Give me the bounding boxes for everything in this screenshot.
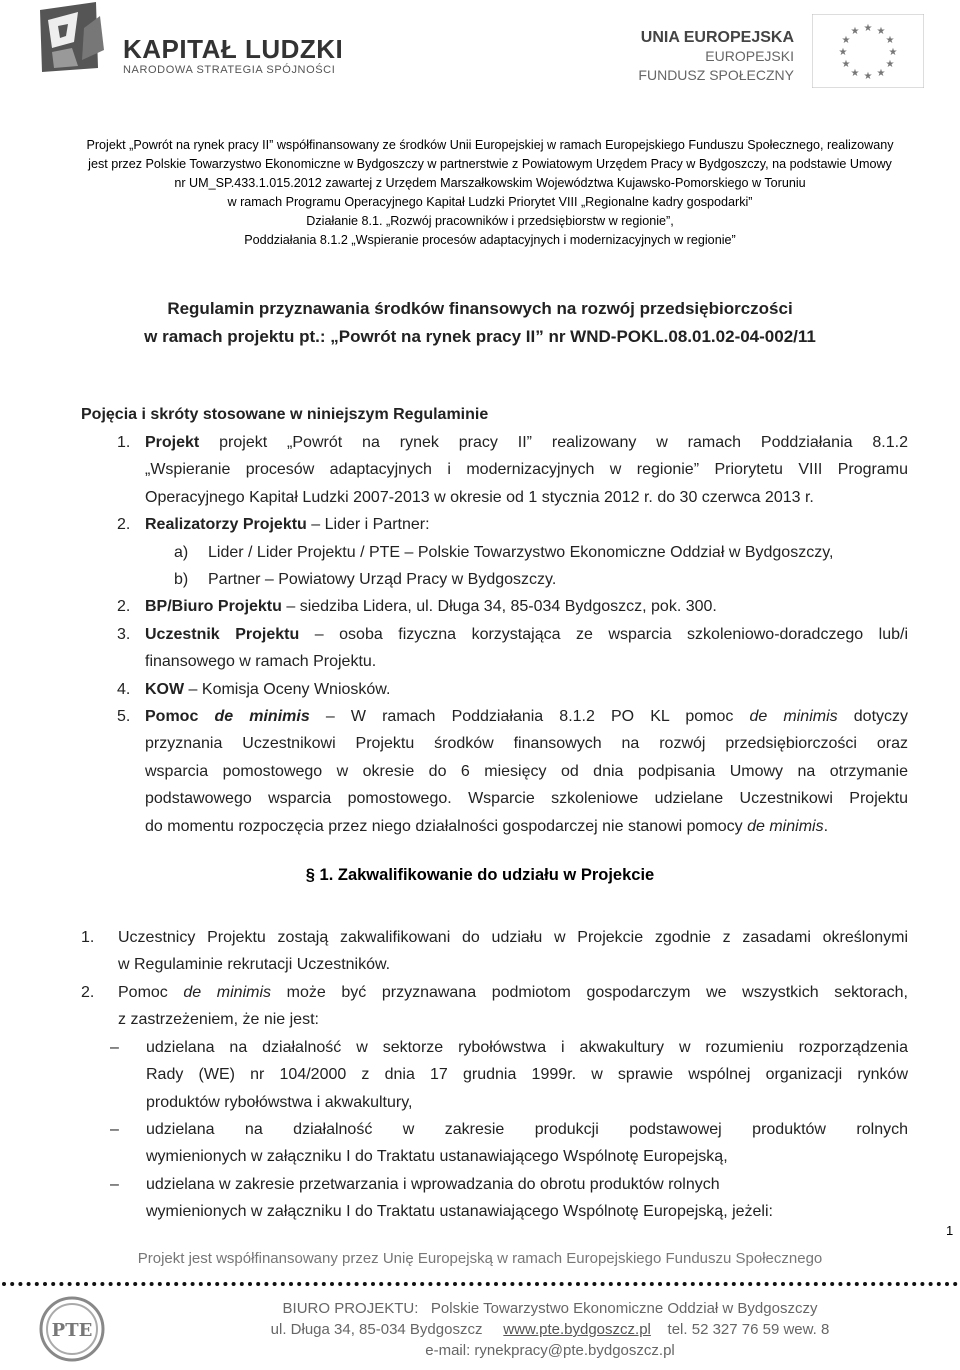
separator-dot [338,1282,342,1286]
separator-dot [642,1282,646,1286]
separator-dot [428,1282,432,1286]
separator-dot [781,1282,785,1286]
bullet1-line3: produktów rybołówstwa i akwakultury, [146,1094,413,1111]
separator-dot [592,1282,596,1286]
separator-dot [617,1282,621,1286]
def2-a-label: a) [174,544,189,561]
separator-dot [125,1282,129,1286]
dotted-separator [0,1280,960,1288]
document-title [0,295,960,351]
def2-line [145,511,430,538]
separator-dot [27,1282,31,1286]
separator-dot [920,1282,924,1286]
s1p2-line2: z zastrzeżeniem, że nie jest: [118,1011,319,1028]
def5-number: 5. [117,708,131,725]
separator-dot [445,1282,449,1286]
svg-text:★: ★ [841,59,851,70]
biuro-label: BIURO PROJEKTU: [282,1300,419,1317]
separator-dot [379,1282,383,1286]
bullet3-line2: wymienionych w załączniku I do Traktatu ustanawiającego Wspólnotę Europejską, jeżeli: [146,1203,773,1220]
def1-line2: „Wspieranie procesów adaptacyjnych i modernizacyjnych w regionie” Priorytetu VIII Programu [145,461,908,478]
separator-dot [141,1282,145,1286]
separator-dot [650,1282,654,1286]
svg-text:★: ★ [838,47,848,58]
s1p1-number: 1. [81,929,95,946]
def5-text5c: . [823,818,829,835]
separator-dot [109,1282,113,1286]
separator-dot [158,1282,162,1286]
separator-dot [953,1282,957,1286]
separator-dot [207,1282,211,1286]
bullet3-line1: udzielana w zakresie przetwarzania i wprowadzania do obrotu produktów rolnych [146,1176,720,1193]
separator-dot [830,1282,834,1286]
separator-dot [879,1282,883,1286]
separator-dot [740,1282,744,1286]
svg-text:★: ★ [888,47,898,58]
separator-dot [174,1282,178,1286]
def5-text5a: do momentu rozpoczęcia przez niego działalności gospodarczej nie stanowi pomocy [145,818,748,835]
separator-dot [76,1282,80,1286]
separator-dot [748,1282,752,1286]
separator-dot [150,1282,154,1286]
def5-text1b: de minimis [749,708,838,725]
def5-term-a: Pomoc [145,708,215,725]
separator-dot [478,1282,482,1286]
separator-dot [494,1282,498,1286]
separator-dot [871,1282,875,1286]
def2b-line [145,593,717,620]
eu-fund-text [638,28,794,85]
separator-dot [896,1282,900,1286]
separator-dot [84,1282,88,1286]
project-header-line: Działanie 8.1. „Rozwój pracowników i przedsiębiorstw w regionie”, [306,214,674,228]
separator-dot [256,1282,260,1286]
bullet-dash: – [110,1121,119,1138]
def4-line [145,676,390,703]
separator-dot [264,1282,268,1286]
separator-dot [2,1282,6,1286]
pte-logo [38,1296,106,1362]
def5-line5 [145,813,828,840]
def2b-text: – siedziba Lidera, ul. Długa 34, 85-034 Bydgoszcz, pok. 300. [281,598,717,615]
svg-text:★: ★ [850,68,860,79]
eu-line1: UNIA EUROPEJSKA [640,29,794,46]
separator-dot [789,1282,793,1286]
separator-dot [699,1282,703,1286]
s1p2-text1a: Pomoc [118,984,184,1001]
separator-dot [453,1282,457,1286]
separator-dot [396,1282,400,1286]
separator-dot [314,1282,318,1286]
separator-dot [724,1282,728,1286]
separator-dot [666,1282,670,1286]
def2-text: – Lider i Partner: [306,516,430,533]
footer-address-text: ul. Długa 34, 85-034 Bydgoszcz [270,1321,483,1338]
separator-dot [929,1282,933,1286]
project-header-line: Poddziałania 8.1.2 „Wspieranie procesów adaptacyjnych i modernizacyjnych w regionie” [244,233,736,247]
separator-dot [240,1282,244,1286]
footer-email: e-mail: rynekpracy@pte.bydgoszcz.pl [425,1342,675,1359]
def3-term: Uczestnik Projektu [145,626,300,643]
separator-dot [912,1282,916,1286]
project-header-line: Projekt „Powrót na rynek pracy II” współfinansowany ze środków Unii Europejskiej w ramach Europejskiego Funduszu Społecznego, realizowany [86,138,894,152]
bullet2-line1: udzielana na działalność w zakresie produkcji podstawowej produktów rolnych [146,1121,908,1138]
def2-a-text: Lider / Lider Projektu / PTE – Polskie Towarzystwo Ekonomiczne Oddział w Bydgoszczy, [208,544,834,561]
separator-dot [535,1282,539,1286]
separator-dot [297,1282,301,1286]
separator-dot [510,1282,514,1286]
svg-text:★: ★ [863,71,873,82]
separator-dot [10,1282,14,1286]
kapital-ludzki-subtitle: NARODOWA STRATEGIA SPÓJNOŚCI [123,64,336,76]
separator-dot [35,1282,39,1286]
separator-dot [609,1282,613,1286]
def2-number: 2. [117,516,131,533]
s1p1-line2: w Regulaminie rekrutacji Uczestników. [118,956,391,973]
separator-dot [683,1282,687,1286]
separator-dot [765,1282,769,1286]
svg-text:★: ★ [863,23,873,34]
separator-dot [68,1282,72,1286]
separator-dot [756,1282,760,1286]
bullet2-line2: wymienionych w załączniku I do Traktatu ustanawiającego Wspólnotę Europejską, [146,1148,728,1165]
separator-dot [461,1282,465,1286]
separator-dot [707,1282,711,1286]
separator-dot [560,1282,564,1286]
separator-dot [732,1282,736,1286]
separator-dot [404,1282,408,1286]
footer-address [200,1298,900,1361]
separator-dot [387,1282,391,1286]
def2-b-text: Partner – Powiatowy Urząd Pracy w Bydgoszczy. [208,571,557,588]
separator-dot [806,1282,810,1286]
separator-dot [633,1282,637,1286]
section1-title: § 1. Zakwalifikowanie do udziału w Projekcie [305,866,655,884]
def3-line1 [145,621,908,648]
def4-text: – Komisja Oceny Wniosków. [184,681,391,698]
def4-term: KOW [145,681,185,698]
separator-dot [363,1282,367,1286]
separator-dot [658,1282,662,1286]
website-link[interactable]: www.pte.bydgoszcz.pl [503,1321,651,1338]
def5-line1 [145,703,908,730]
separator-dot [420,1282,424,1286]
separator-dot [715,1282,719,1286]
footer-phone: tel. 52 327 76 59 wew. 8 [667,1321,830,1338]
title-line1: Regulamin przyznawania środków finansowych na rozwój przedsiębiorczości [167,299,793,318]
def3-line2: finansowego w ramach Projektu. [145,653,377,670]
footer-biuro-line [200,1298,900,1319]
svg-text:★: ★ [850,26,860,37]
def5-term-b: de minimis [214,708,310,725]
eu-flag-icon [812,14,924,88]
def1-text1: projekt „Powrót na rynek pracy II” realizowany w ramach Poddziałania 8.1.2 [219,434,908,451]
separator-dot [59,1282,63,1286]
def2b-term: BP/Biuro Projektu [145,598,282,615]
separator-dot [855,1282,859,1286]
separator-dot [117,1282,121,1286]
def5-text5b: de minimis [747,818,824,835]
project-header-line: jest przez Polskie Towarzystwo Ekonomiczne w Bydgoszczy w partnerstwie z Powiatowym Urzędem Pracy w Bydgoszczy, na podstawie Umowy [88,157,892,171]
separator-dot [371,1282,375,1286]
separator-dot [273,1282,277,1286]
separator-dot [838,1282,842,1286]
s1p1-line1: Uczestnicy Projektu zostają zakwalifikowani do udziału w Projekcie zgodnie z zasadami określonymi [118,929,908,946]
separator-dot [18,1282,22,1286]
bullet1-line2: Rady (WE) nr 104/2000 z dnia 17 grudnia 1999r. w sprawie wspólnej organizacji rynków [146,1066,908,1083]
separator-dot [437,1282,441,1286]
separator-dot [691,1282,695,1286]
separator-dot [863,1282,867,1286]
separator-dot [305,1282,309,1286]
def5-text1a: – W ramach Poddziałania 8.1.2 PO KL pomoc [325,708,734,725]
eu-line2: EUROPEJSKI [705,48,794,64]
def3-number: 3. [117,626,131,643]
separator-dot [822,1282,826,1286]
separator-dot [199,1282,203,1286]
def5-text1c: dotyczy [853,708,909,725]
separator-dot [527,1282,531,1286]
separator-dot [601,1282,605,1286]
def5-line4: podstawowego wsparcia pomostowego. Wsparcie szkoleniowe udzielane Uczestnikowi Projektu [145,790,908,807]
separator-dot [576,1282,580,1286]
separator-dot [232,1282,236,1286]
s1p2-number: 2. [81,984,95,1001]
separator-dot [412,1282,416,1286]
def5-line3: wsparcia pomostowego w okresie do 6 miesięcy od dnia podpisania Umowy na otrzymanie [145,763,908,780]
project-header-line: w ramach Programu Operacyjnego Kapitał Ludzki Priorytet VIII „Regionalne kadry gospodarki” [227,195,753,209]
separator-dot [568,1282,572,1286]
page-number: 1 [946,1223,954,1238]
separator-dot [51,1282,55,1286]
def4-number: 4. [117,681,131,698]
separator-dot [519,1282,523,1286]
separator-dot [486,1282,490,1286]
separator-dot [355,1282,359,1286]
separator-dot [773,1282,777,1286]
separator-dot [248,1282,252,1286]
svg-text:★: ★ [885,59,895,70]
project-header-line: nr UM_SP.433.1.015.2012 zawartej z Urzędem Marszałkowskim Województwa Kujawsko-Pomorskiego w Toruniu [174,176,806,190]
separator-dot [330,1282,334,1286]
svg-text:★: ★ [876,26,886,37]
separator-dot [584,1282,588,1286]
eu-line3: FUNDUSZ SPOŁECZNY [638,67,794,83]
def1-line1 [145,429,908,456]
separator-dot [191,1282,195,1286]
svg-text:★: ★ [876,68,886,79]
separator-dot [551,1282,555,1286]
definitions-heading: Pojęcia i skróty stosowane w niniejszym Regulaminie [81,406,489,423]
s1p2-text1b: de minimis [183,984,272,1001]
biuro-org: Polskie Towarzystwo Ekonomiczne Oddział w Bydgoszczy [430,1300,818,1317]
separator-dot [182,1282,186,1286]
separator-dot [937,1282,941,1286]
s1p2-text1c: może być przyznawana podmiotom gospodarczym we wszystkich sektorach, [271,984,909,1001]
separator-dot [797,1282,801,1286]
def1-number: 1. [117,434,131,451]
separator-dot [100,1282,104,1286]
separator-dot [92,1282,96,1286]
def1-term: Projekt [145,434,200,451]
separator-dot [674,1282,678,1286]
separator-dot [543,1282,547,1286]
footer-contact-line [200,1319,900,1340]
separator-dot [133,1282,137,1286]
pte-logo-text: PTE [51,1320,93,1341]
bullet-dash: – [110,1039,119,1056]
separator-dot [322,1282,326,1286]
separator-dot [223,1282,227,1286]
separator-dot [346,1282,350,1286]
kapital-ludzki-title: KAPITAŁ LUDZKI [123,34,344,64]
separator-dot [289,1282,293,1286]
separator-dot [469,1282,473,1286]
def2-b-label: b) [174,571,189,588]
kapital-ludzki-logo [38,2,108,72]
def3-text1: – osoba fizyczna korzystająca ze wsparcia szkoleniowo-doradczego lub/i [314,626,909,643]
svg-text:★: ★ [841,35,851,46]
separator-dot [625,1282,629,1286]
svg-text:★: ★ [885,35,895,46]
separator-dot [904,1282,908,1286]
separator-dot [847,1282,851,1286]
def2b-number: 2. [117,598,131,615]
separator-dot [215,1282,219,1286]
separator-dot [281,1282,285,1286]
title-line2: w ramach projektu pt.: „Powrót na rynek pracy II” nr WND-POKL.08.01.02-04-002/11 [144,327,816,346]
project-header [60,136,920,250]
separator-dot [166,1282,170,1286]
separator-dot [43,1282,47,1286]
separator-dot [502,1282,506,1286]
bullet-dash: – [110,1176,119,1193]
def5-line2: przyznania Uczestnikowi Projektu środków finansowych na rozwój przedsiębiorczości oraz [145,735,908,752]
separator-dot [888,1282,892,1286]
separator-dot [814,1282,818,1286]
def1-line3: Operacyjnego Kapitał Ludzki 2007-2013 w okresie od 1 stycznia 2012 r. do 30 czerwca 2013 r. [145,489,814,506]
cofinanced-note: Projekt jest współfinansowany przez Unię Europejską w ramach Europejskiego Funduszu Społecznego [137,1250,823,1267]
def2-term: Realizatorzy Projektu [145,516,307,533]
s1p2-line1 [118,979,908,1006]
bullet1-line1: udzielana na działalność w sektorze rybołówstwa i akwakultury w rozumieniu rozporządzenia [146,1039,908,1056]
separator-dot [945,1282,949,1286]
